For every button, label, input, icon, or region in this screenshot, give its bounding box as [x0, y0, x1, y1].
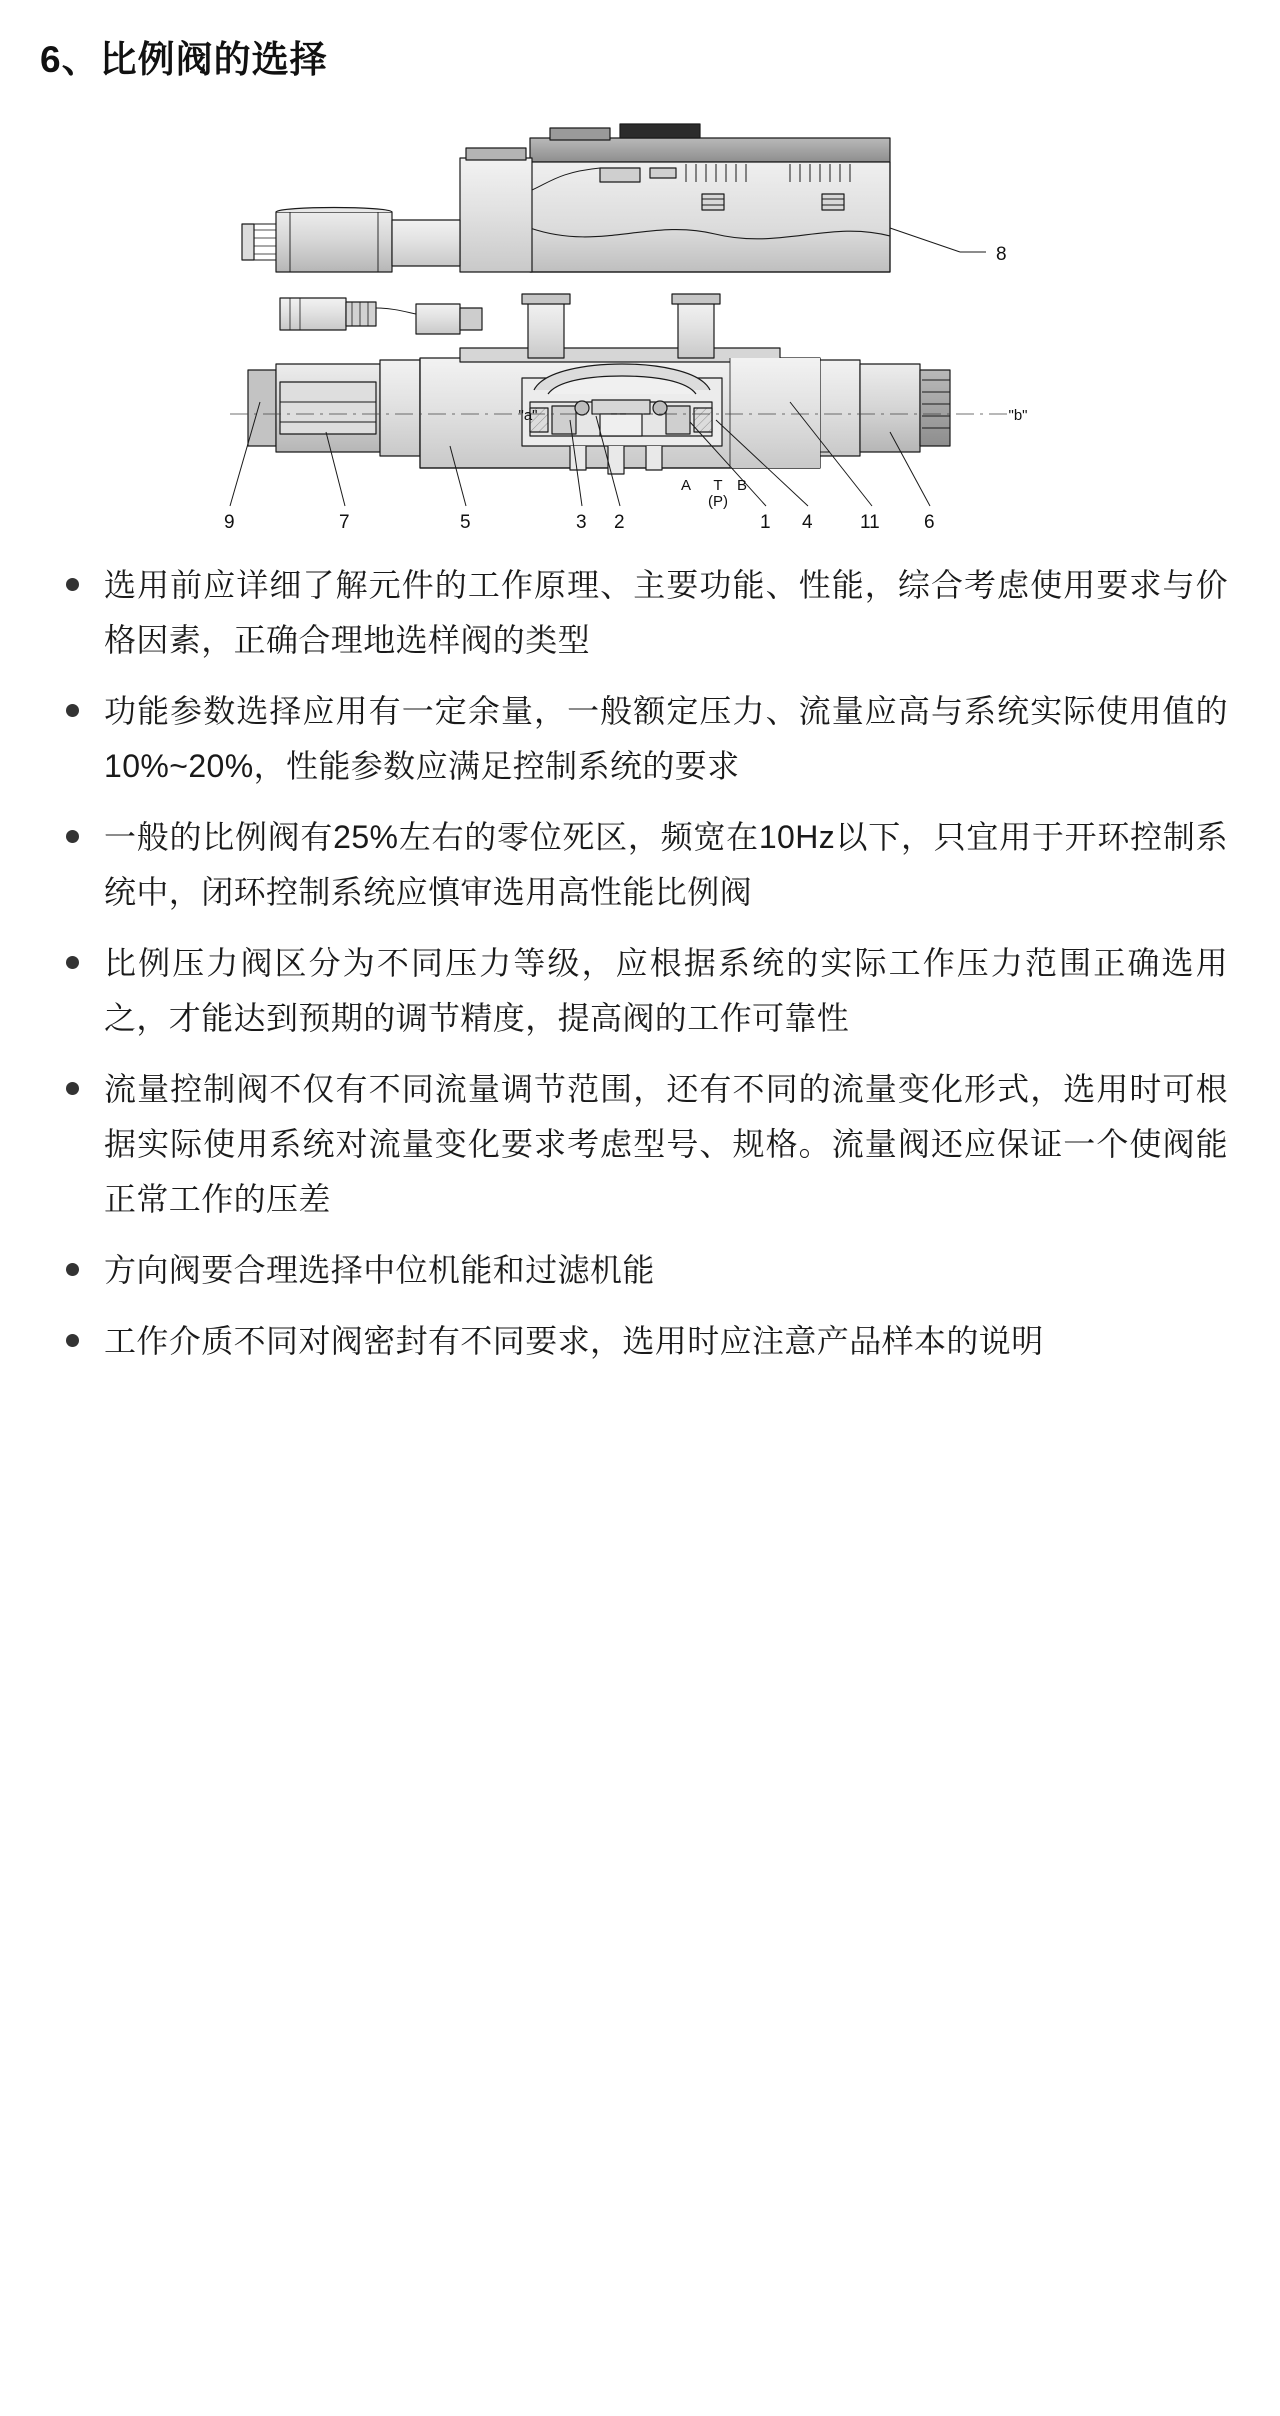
callout-4: 4 — [802, 512, 813, 533]
selection-guidelines-list — [34, 558, 1246, 1369]
list-item: 流量控制阀不仅有不同流量调节范围，还有不同的流量变化形式，选用时可根据实际使用系统对流量变化要求考虑型号、规格。流量阀还应保证一个使阀能正常工作的压差 — [42, 1062, 1228, 1227]
list-item: 工作介质不同对阀密封有不同要求，选用时应注意产品样本的说明 — [42, 1314, 1228, 1369]
list-item: 功能参数选择应用有一定余量，一般额定压力、流量应高与系统实际使用值的10%~20%，性能参数应满足控制系统的要求 — [42, 684, 1228, 794]
port-label-a: A — [680, 477, 692, 495]
callout-1: 1 — [760, 512, 771, 533]
callout-6: 6 — [924, 512, 935, 533]
proportional-valve-assembly-diagram — [130, 102, 1150, 532]
figure-container — [34, 102, 1246, 532]
callout-8: 8 — [996, 244, 1007, 266]
callout-5: 5 — [460, 512, 471, 533]
callout-9: 9 — [224, 512, 235, 533]
list-item: 方向阀要合理选择中位机能和过滤机能 — [42, 1243, 1228, 1298]
side-label-a: "a" — [518, 407, 538, 425]
list-item: 比例压力阀区分为不同压力等级，应根据系统的实际工作压力范围正确选用之，才能达到预期的调节精度，提高阀的工作可靠性 — [42, 936, 1228, 1046]
callout-11: 11 — [860, 512, 880, 533]
callout-2: 2 — [614, 512, 625, 533]
list-item: 选用前应详细了解元件的工作原理、主要功能、性能，综合考虑使用要求与价格因素，正确合理地选样阀的类型 — [42, 558, 1228, 668]
port-label-t: T — [713, 477, 723, 495]
page-title: 6、比例阀的选择 — [40, 39, 328, 80]
callout-3: 3 — [576, 512, 587, 533]
port-label-p: (P) — [708, 493, 728, 511]
callout-7: 7 — [339, 512, 350, 533]
list-item: 一般的比例阀有25%左右的零位死区，频宽在10Hz以下，只宜用于开环控制系统中，闭环控制系统应慎审选用高性能比例阀 — [42, 810, 1228, 920]
port-label-b: B — [736, 477, 748, 495]
side-label-b: "b" — [1008, 407, 1028, 425]
